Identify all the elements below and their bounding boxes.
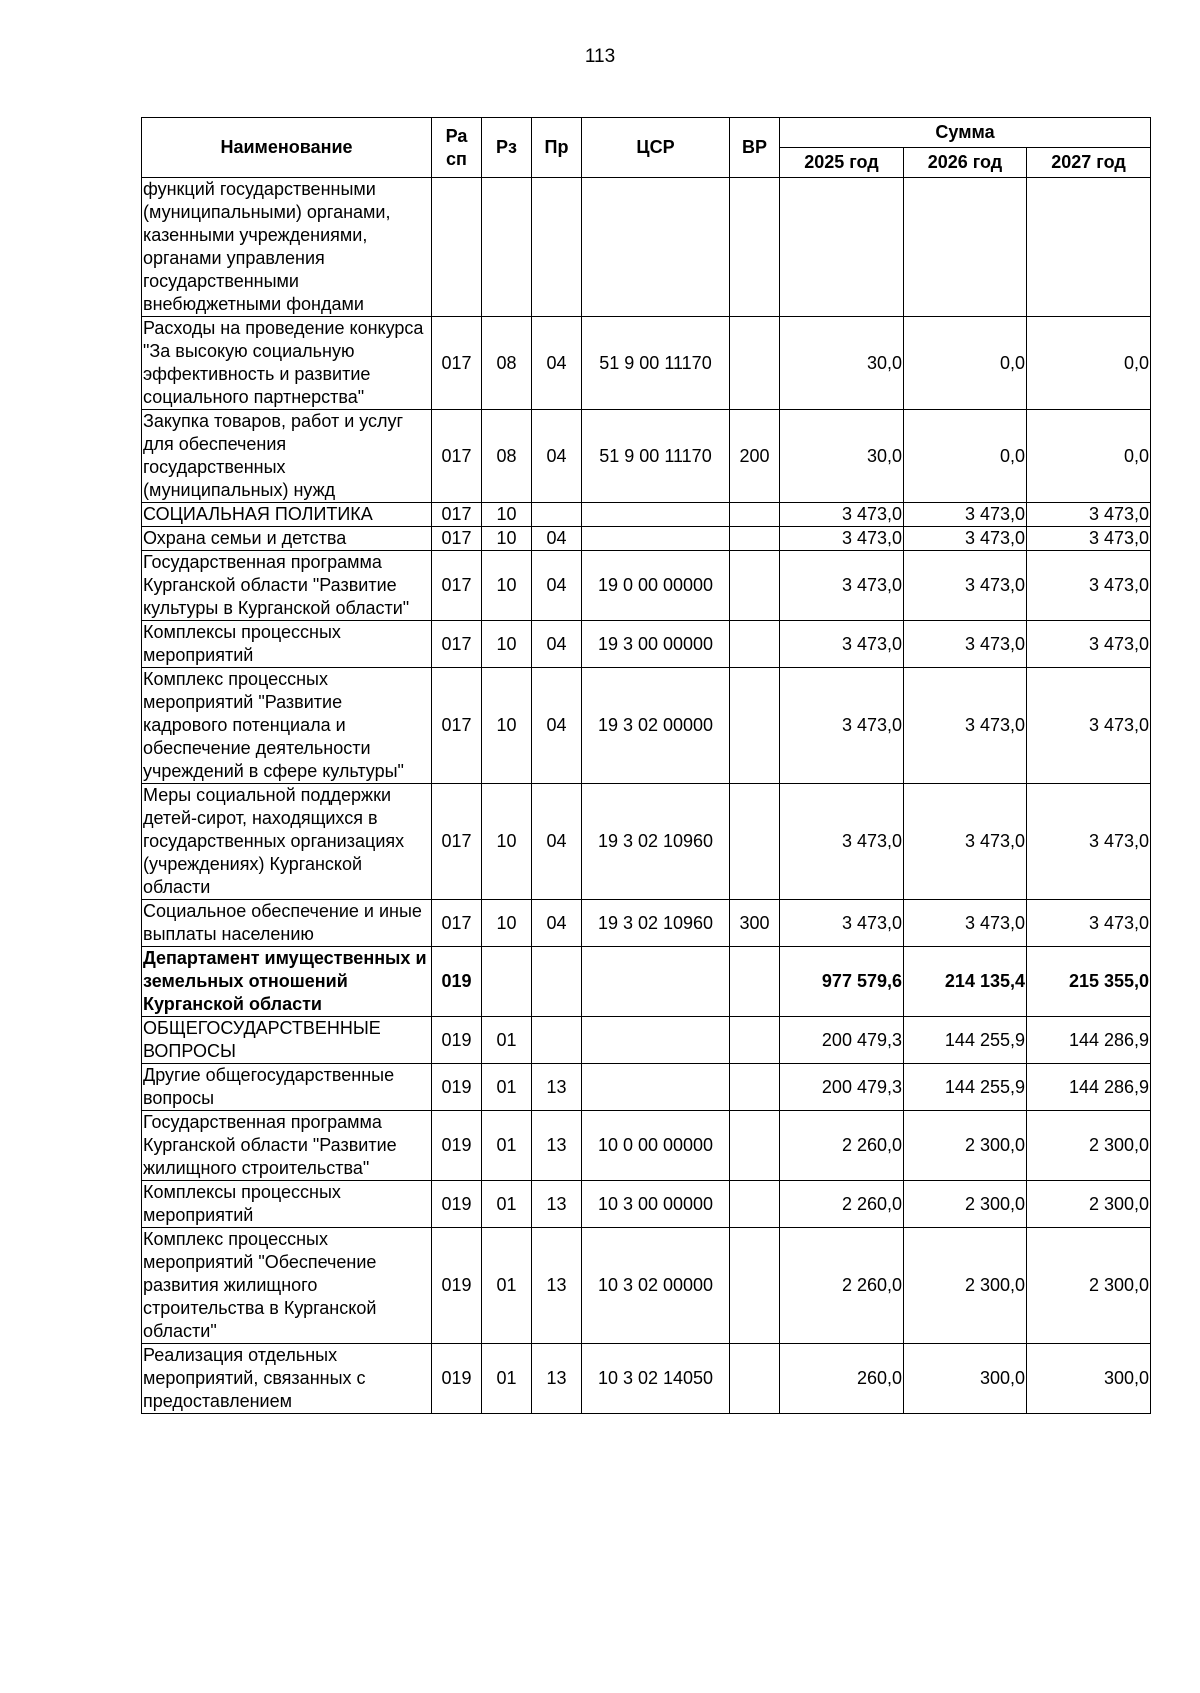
cell-rasp: 017 bbox=[432, 527, 482, 551]
cell-name: Департамент имущественных и земельных отношений Курганской области bbox=[142, 947, 432, 1017]
cell-2026: 3 473,0 bbox=[904, 503, 1027, 527]
cell-vr: 200 bbox=[730, 410, 780, 503]
cell-pr: 04 bbox=[532, 551, 582, 621]
cell-rz bbox=[482, 947, 532, 1017]
table-row bbox=[142, 317, 1151, 410]
header-vr: ВР bbox=[730, 118, 780, 178]
cell-2026: 0,0 bbox=[904, 410, 1027, 503]
cell-2027: 3 473,0 bbox=[1027, 668, 1151, 784]
table-row bbox=[142, 551, 1151, 621]
cell-rasp: 017 bbox=[432, 317, 482, 410]
cell-2027: 300,0 bbox=[1027, 1344, 1151, 1414]
cell-pr: 04 bbox=[532, 621, 582, 668]
cell-vr bbox=[730, 1017, 780, 1064]
cell-2026: 2 300,0 bbox=[904, 1228, 1027, 1344]
cell-csr bbox=[582, 947, 730, 1017]
table-row bbox=[142, 503, 1151, 527]
cell-vr bbox=[730, 1228, 780, 1344]
cell-pr: 13 bbox=[532, 1228, 582, 1344]
header-rasp: Ра сп bbox=[432, 118, 482, 178]
cell-2025: 3 473,0 bbox=[780, 527, 904, 551]
cell-2025: 200 479,3 bbox=[780, 1064, 904, 1111]
header-year-2025: 2025 год bbox=[780, 148, 904, 178]
cell-2026: 144 255,9 bbox=[904, 1064, 1027, 1111]
cell-rz: 01 bbox=[482, 1344, 532, 1414]
cell-2027: 144 286,9 bbox=[1027, 1017, 1151, 1064]
cell-2025 bbox=[780, 178, 904, 317]
header-csr: ЦСР bbox=[582, 118, 730, 178]
cell-name: Комплекс процессных мероприятий "Обеспечение развития жилищного строительства в Курганской области" bbox=[142, 1228, 432, 1344]
table-row bbox=[142, 1228, 1151, 1344]
cell-rasp: 019 bbox=[432, 1181, 482, 1228]
cell-rz bbox=[482, 178, 532, 317]
table-row bbox=[142, 668, 1151, 784]
page-number: 113 bbox=[584, 46, 616, 67]
cell-rasp: 019 bbox=[432, 1228, 482, 1344]
cell-pr: 04 bbox=[532, 900, 582, 947]
cell-2027: 3 473,0 bbox=[1027, 551, 1151, 621]
cell-rz: 10 bbox=[482, 668, 532, 784]
cell-rasp: 017 bbox=[432, 784, 482, 900]
cell-vr bbox=[730, 668, 780, 784]
cell-csr bbox=[582, 1017, 730, 1064]
cell-rasp: 019 bbox=[432, 1017, 482, 1064]
cell-2027: 0,0 bbox=[1027, 410, 1151, 503]
cell-2025: 3 473,0 bbox=[780, 621, 904, 668]
table-body bbox=[142, 178, 1151, 1414]
cell-name: Меры социальной поддержки детей-сирот, находящихся в государственных организациях (учреждениях) Курганской области bbox=[142, 784, 432, 900]
cell-vr bbox=[730, 317, 780, 410]
cell-rz: 10 bbox=[482, 527, 532, 551]
cell-csr: 19 3 02 10960 bbox=[582, 900, 730, 947]
cell-2025: 200 479,3 bbox=[780, 1017, 904, 1064]
cell-2027: 2 300,0 bbox=[1027, 1111, 1151, 1181]
cell-rasp: 017 bbox=[432, 621, 482, 668]
cell-2027: 3 473,0 bbox=[1027, 503, 1151, 527]
cell-2027: 3 473,0 bbox=[1027, 527, 1151, 551]
cell-vr bbox=[730, 503, 780, 527]
cell-csr bbox=[582, 503, 730, 527]
cell-csr: 19 3 02 00000 bbox=[582, 668, 730, 784]
cell-csr: 19 3 02 10960 bbox=[582, 784, 730, 900]
cell-rz: 10 bbox=[482, 784, 532, 900]
cell-2026 bbox=[904, 178, 1027, 317]
cell-csr: 51 9 00 11170 bbox=[582, 410, 730, 503]
cell-vr bbox=[730, 784, 780, 900]
cell-pr bbox=[532, 1017, 582, 1064]
table-row bbox=[142, 1017, 1151, 1064]
header-sum: Сумма bbox=[780, 118, 1151, 148]
header-rz: Рз bbox=[482, 118, 532, 178]
cell-rz: 08 bbox=[482, 317, 532, 410]
cell-pr: 13 bbox=[532, 1064, 582, 1111]
table-row bbox=[142, 1111, 1151, 1181]
cell-2026: 0,0 bbox=[904, 317, 1027, 410]
table-row bbox=[142, 527, 1151, 551]
cell-2026: 2 300,0 bbox=[904, 1111, 1027, 1181]
cell-rasp: 019 bbox=[432, 1111, 482, 1181]
cell-pr: 04 bbox=[532, 410, 582, 503]
cell-2026: 3 473,0 bbox=[904, 551, 1027, 621]
table-row bbox=[142, 784, 1151, 900]
cell-pr: 04 bbox=[532, 527, 582, 551]
cell-csr bbox=[582, 1064, 730, 1111]
cell-vr: 300 bbox=[730, 900, 780, 947]
cell-rasp bbox=[432, 178, 482, 317]
cell-2027: 215 355,0 bbox=[1027, 947, 1151, 1017]
cell-vr bbox=[730, 1181, 780, 1228]
cell-pr: 04 bbox=[532, 317, 582, 410]
cell-2025: 977 579,6 bbox=[780, 947, 904, 1017]
cell-2027: 144 286,9 bbox=[1027, 1064, 1151, 1111]
cell-csr: 19 0 00 00000 bbox=[582, 551, 730, 621]
cell-name: Государственная программа Курганской области "Развитие культуры в Курганской области" bbox=[142, 551, 432, 621]
cell-2026: 3 473,0 bbox=[904, 900, 1027, 947]
cell-pr: 13 bbox=[532, 1111, 582, 1181]
table-row bbox=[142, 1064, 1151, 1111]
cell-rz: 10 bbox=[482, 503, 532, 527]
cell-vr bbox=[730, 551, 780, 621]
cell-pr: 13 bbox=[532, 1344, 582, 1414]
cell-name: Расходы на проведение конкурса "За высокую социальную эффективность и развитие социального партнерства" bbox=[142, 317, 432, 410]
cell-2025: 3 473,0 bbox=[780, 551, 904, 621]
table-row bbox=[142, 1344, 1151, 1414]
cell-2027: 0,0 bbox=[1027, 317, 1151, 410]
cell-csr: 51 9 00 11170 bbox=[582, 317, 730, 410]
cell-rasp: 017 bbox=[432, 900, 482, 947]
table-row bbox=[142, 621, 1151, 668]
cell-2025: 3 473,0 bbox=[780, 503, 904, 527]
cell-csr: 19 3 00 00000 bbox=[582, 621, 730, 668]
cell-name: Реализация отдельных мероприятий, связанных с предоставлением bbox=[142, 1344, 432, 1414]
cell-2026: 214 135,4 bbox=[904, 947, 1027, 1017]
header-year-2026: 2026 год bbox=[904, 148, 1027, 178]
cell-rasp: 019 bbox=[432, 947, 482, 1017]
cell-2026: 144 255,9 bbox=[904, 1017, 1027, 1064]
cell-rz: 01 bbox=[482, 1064, 532, 1111]
cell-2026: 2 300,0 bbox=[904, 1181, 1027, 1228]
cell-name: Закупка товаров, работ и услуг для обеспечения государственных (муниципальных) нужд bbox=[142, 410, 432, 503]
cell-name: ОБЩЕГОСУДАРСТВЕННЫЕ ВОПРОСЫ bbox=[142, 1017, 432, 1064]
cell-rz: 01 bbox=[482, 1228, 532, 1344]
cell-2027: 2 300,0 bbox=[1027, 1228, 1151, 1344]
cell-rz: 08 bbox=[482, 410, 532, 503]
cell-2026: 3 473,0 bbox=[904, 784, 1027, 900]
cell-vr bbox=[730, 621, 780, 668]
cell-name: Социальное обеспечение и иные выплаты населению bbox=[142, 900, 432, 947]
cell-rasp: 019 bbox=[432, 1064, 482, 1111]
header-pr: Пр bbox=[532, 118, 582, 178]
table-header bbox=[142, 118, 1151, 178]
cell-rz: 01 bbox=[482, 1181, 532, 1228]
cell-rasp: 017 bbox=[432, 551, 482, 621]
cell-2026: 300,0 bbox=[904, 1344, 1027, 1414]
cell-2026: 3 473,0 bbox=[904, 668, 1027, 784]
cell-rz: 10 bbox=[482, 900, 532, 947]
cell-rz: 10 bbox=[482, 551, 532, 621]
cell-rasp: 017 bbox=[432, 668, 482, 784]
header-year-2027: 2027 год bbox=[1027, 148, 1151, 178]
table-row bbox=[142, 1181, 1151, 1228]
cell-2027: 3 473,0 bbox=[1027, 900, 1151, 947]
cell-2026: 3 473,0 bbox=[904, 621, 1027, 668]
cell-pr: 04 bbox=[532, 784, 582, 900]
cell-csr: 10 3 02 00000 bbox=[582, 1228, 730, 1344]
cell-2025: 30,0 bbox=[780, 317, 904, 410]
cell-2027 bbox=[1027, 178, 1151, 317]
cell-pr bbox=[532, 178, 582, 317]
table-row bbox=[142, 178, 1151, 317]
cell-name: Комплекс процессных мероприятий "Развитие кадрового потенциала и обеспечение деятельности учреждений в сфере культуры" bbox=[142, 668, 432, 784]
cell-csr: 10 0 00 00000 bbox=[582, 1111, 730, 1181]
cell-2027: 3 473,0 bbox=[1027, 621, 1151, 668]
cell-vr bbox=[730, 1344, 780, 1414]
table-row bbox=[142, 900, 1151, 947]
budget-table bbox=[141, 117, 1151, 1414]
cell-name: Охрана семьи и детства bbox=[142, 527, 432, 551]
cell-rasp: 017 bbox=[432, 410, 482, 503]
cell-2025: 3 473,0 bbox=[780, 900, 904, 947]
cell-rz: 10 bbox=[482, 621, 532, 668]
cell-rasp: 017 bbox=[432, 503, 482, 527]
cell-name: СОЦИАЛЬНАЯ ПОЛИТИКА bbox=[142, 503, 432, 527]
cell-2025: 2 260,0 bbox=[780, 1181, 904, 1228]
cell-2025: 260,0 bbox=[780, 1344, 904, 1414]
cell-2025: 2 260,0 bbox=[780, 1228, 904, 1344]
header-name: Наименование bbox=[142, 118, 432, 178]
cell-rasp: 019 bbox=[432, 1344, 482, 1414]
table-row bbox=[142, 410, 1151, 503]
cell-pr: 04 bbox=[532, 668, 582, 784]
cell-pr: 13 bbox=[532, 1181, 582, 1228]
cell-csr: 10 3 00 00000 bbox=[582, 1181, 730, 1228]
cell-name: функций государственными (муниципальными) органами, казенными учреждениями, органами управления государственными внебюджетными фондами bbox=[142, 178, 432, 317]
cell-2025: 30,0 bbox=[780, 410, 904, 503]
cell-2025: 3 473,0 bbox=[780, 784, 904, 900]
cell-name: Комплексы процессных мероприятий bbox=[142, 1181, 432, 1228]
cell-csr bbox=[582, 527, 730, 551]
cell-csr: 10 3 02 14050 bbox=[582, 1344, 730, 1414]
cell-csr bbox=[582, 178, 730, 317]
cell-2027: 3 473,0 bbox=[1027, 784, 1151, 900]
cell-rz: 01 bbox=[482, 1111, 532, 1181]
cell-pr bbox=[532, 503, 582, 527]
cell-vr bbox=[730, 527, 780, 551]
cell-vr bbox=[730, 178, 780, 317]
cell-vr bbox=[730, 1111, 780, 1181]
cell-2027: 2 300,0 bbox=[1027, 1181, 1151, 1228]
cell-vr bbox=[730, 1064, 780, 1111]
cell-name: Государственная программа Курганской области "Развитие жилищного строительства" bbox=[142, 1111, 432, 1181]
cell-name: Комплексы процессных мероприятий bbox=[142, 621, 432, 668]
cell-vr bbox=[730, 947, 780, 1017]
cell-rz: 01 bbox=[482, 1017, 532, 1064]
cell-2025: 2 260,0 bbox=[780, 1111, 904, 1181]
cell-name: Другие общегосударственные вопросы bbox=[142, 1064, 432, 1111]
cell-2025: 3 473,0 bbox=[780, 668, 904, 784]
cell-pr bbox=[532, 947, 582, 1017]
cell-2026: 3 473,0 bbox=[904, 527, 1027, 551]
table-row bbox=[142, 947, 1151, 1017]
